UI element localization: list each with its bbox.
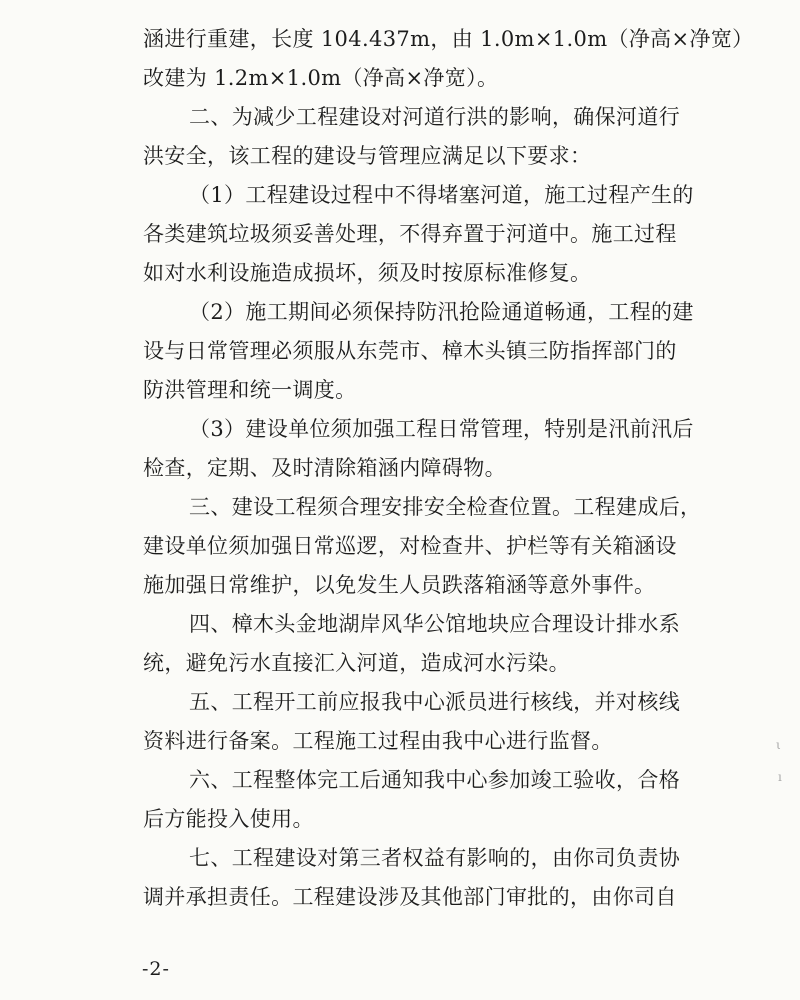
text-line: 统，避免污水直接汇入河道，造成河水污染。 (143, 651, 570, 675)
text-line: 涵进行重建，长度 104.437m，由 1.0m×1.0m（净高×净宽） (143, 27, 754, 51)
text-line: 洪安全，该工程的建设与管理应满足以下要求： (143, 144, 592, 168)
paragraph-item-1 (143, 176, 694, 293)
paragraph-section-2 (143, 98, 688, 176)
text-line: 防洪管理和统一调度。 (143, 378, 357, 402)
paragraph-section-7 (143, 839, 688, 917)
text-line: 如对水利设施造成损坏，须及时按原标准修复。 (143, 261, 592, 285)
paragraph-section-3 (143, 488, 702, 605)
page-number: -2- (142, 958, 170, 980)
text-line: （3）建设单位须加强工程日常管理，特别是汛前汛后 (189, 417, 694, 441)
text-line: 五、工程开工前应报我中心派员进行核线，并对核线 (189, 690, 681, 714)
text-line: 三、建设工程须合理安排安全检查位置。工程建成后， (189, 495, 702, 519)
paragraph-item-3 (143, 410, 694, 488)
paragraph-continuation (143, 20, 754, 98)
text-line: 后方能投入使用。 (143, 807, 314, 831)
text-line: （1）工程建设过程中不得堵塞河道，施工过程产生的 (189, 183, 694, 207)
paragraph-section-5 (143, 683, 688, 761)
text-line: 二、为减少工程建设对河道行洪的影响，确保河道行 (189, 105, 681, 129)
text-line: （2）施工期间必须保持防汛抢险通道畅通，工程的建 (189, 300, 694, 324)
text-line: 资料进行备案。工程施工过程由我中心进行监督。 (143, 729, 613, 753)
paragraph-item-2 (143, 293, 694, 410)
text-line: 检查，定期、及时清除箱涵内障碍物。 (143, 456, 506, 480)
text-line: 设与日常管理必须服从东莞市、樟木头镇三防指挥部门的 (143, 339, 677, 363)
scan-speck-mark: ι (776, 738, 781, 752)
paragraph-section-4 (143, 605, 688, 683)
text-line: 建设单位须加强日常巡逻，对检查井、护栏等有关箱涵设 (143, 534, 677, 558)
text-line: 调并承担责任。工程建设涉及其他部门审批的，由你司自 (143, 885, 677, 909)
text-line: 各类建筑垃圾须妥善处理，不得弃置于河道中。施工过程 (143, 222, 677, 246)
scan-speck-mark: ı (778, 770, 782, 784)
paragraph-section-6 (143, 761, 688, 839)
text-line: 六、工程整体完工后通知我中心参加竣工验收，合格 (189, 768, 681, 792)
text-line: 改建为 1.2m×1.0m（净高×净宽）。 (143, 66, 499, 90)
text-line: 七、工程建设对第三者权益有影响的，由你司负责协 (189, 846, 681, 870)
text-line: 四、樟木头金地湖岸风华公馆地块应合理设计排水系 (189, 612, 681, 636)
text-line: 施加强日常维护，以免发生人员跌落箱涵等意外事件。 (143, 573, 656, 597)
